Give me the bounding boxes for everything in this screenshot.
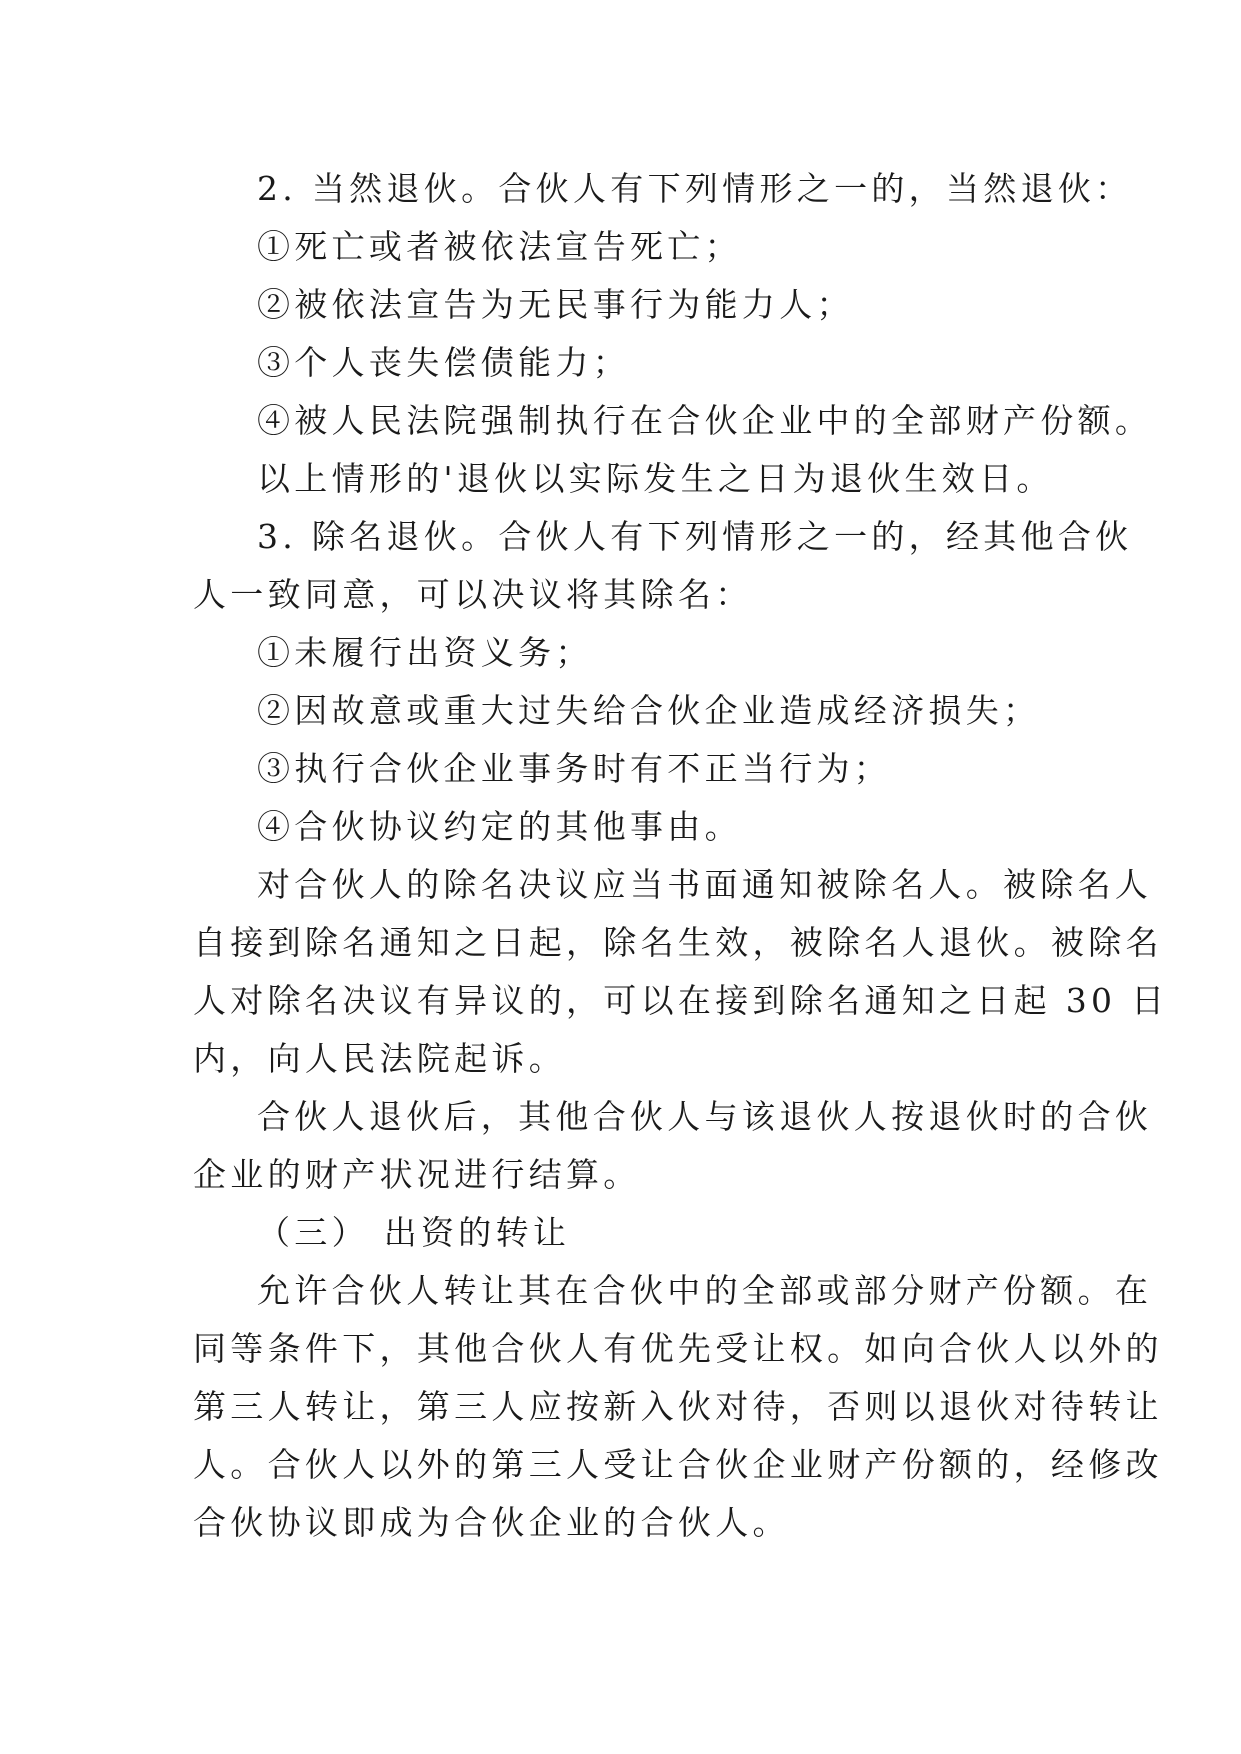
text-line: 允许合伙人转让其在合伙中的全部或部分财产份额。在 [257,1271,1153,1310]
text-line: 同等条件下，其他合伙人有优先受让权。如向合伙人以外的 [193,1329,1163,1368]
document-body [193,160,1169,1552]
text-line: 企业的财产状况进行结算。 [193,1155,641,1194]
text-line: 人一致同意，可以决议将其除名： [193,575,753,614]
text-line: ①未履行出资义务； [257,633,593,672]
text-line: 内，向人民法院起诉。 [193,1039,566,1078]
text-line: 合伙人退伙后，其他合伙人与该退伙人按退伙时的合伙 [257,1097,1153,1136]
text-line: 自接到除名通知之日起，除名生效，被除名人退伙。被除名 [193,923,1163,962]
text-line: ③执行合伙企业事务时有不正当行为； [257,749,892,788]
text-line: ④被人民法院强制执行在合伙企业中的全部财产份额。 [257,401,1153,440]
text-line: 人。合伙人以外的第三人受让合伙企业财产份额的，经修改 [193,1445,1163,1484]
text-line: ③个人丧失偿债能力； [257,343,630,382]
text-line: ②被依法宣告为无民事行为能力人； [257,285,854,324]
text-line: 3. 除名退伙。合伙人有下列情形之一的，经其他合伙 [257,517,1133,556]
text-line: ①死亡或者被依法宣告死亡； [257,227,742,266]
text-line: 2. 当然退伙。合伙人有下列情形之一的，当然退伙： [257,169,1133,208]
text-line: ④合伙协议约定的其他事由。 [257,807,742,846]
text-line: 合伙协议即成为合伙企业的合伙人。 [193,1503,790,1542]
section-heading: （三） 出资的转让 [257,1213,571,1252]
text-line: 人对除名决议有异议的，可以在接到除名通知之日起 30 日 [193,981,1169,1020]
text-line: 第三人转让，第三人应按新入伙对待，否则以退伙对待转让 [193,1387,1163,1426]
text-line: 对合伙人的除名决议应当书面通知被除名人。被除名人 [257,865,1153,904]
text-line: 以上情形的'退伙以实际发生之日为退伙生效日。 [257,459,1054,498]
text-line: ②因故意或重大过失给合伙企业造成经济损失； [257,691,1041,730]
